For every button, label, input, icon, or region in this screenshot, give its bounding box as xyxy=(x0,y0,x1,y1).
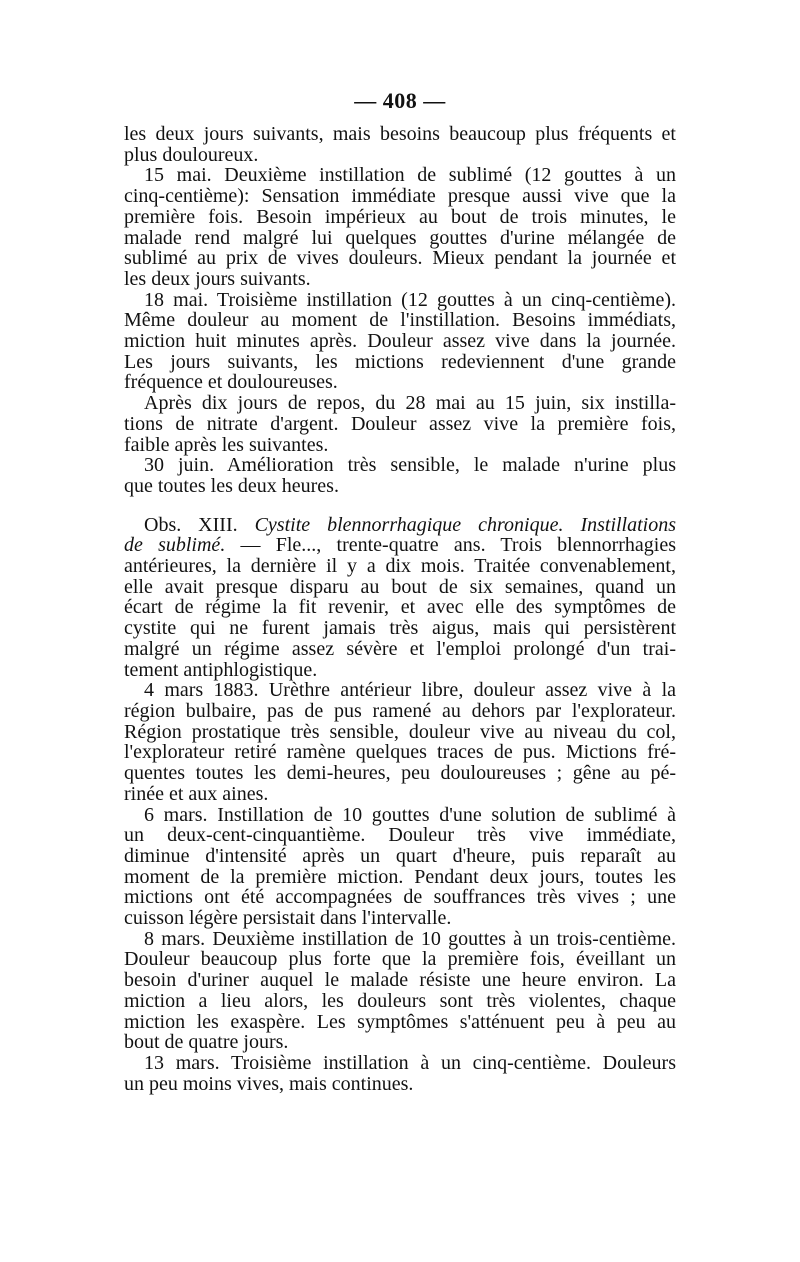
text-line: fréquence et douloureuses. xyxy=(124,371,338,394)
text-line: miction huit minutes après. Douleur assez vive dans la journée. xyxy=(124,330,676,353)
text-line: cuisson légère persistait dans l'intervalle. xyxy=(124,907,452,930)
text-line: cinq-centième): Sensation immédiate presque aussi vive que la xyxy=(124,185,676,208)
text-line: un peu moins vives, mais continues. xyxy=(124,1072,414,1095)
text-line: 4 mars 1883. Urèthre antérieur libre, douleur assez vive à la xyxy=(144,679,676,702)
text-line: miction les exaspère. Les symptômes s'atténuent peu à peu au xyxy=(124,1010,676,1033)
text-line: 18 mai. Troisième instillation (12 gouttes à un cinq-centième). xyxy=(144,288,676,311)
text-line: Même douleur au moment de l'instillation. Besoins immédiats, xyxy=(124,309,676,332)
text-line: un deux-cent-cinquantième. Douleur très vive immédiate, xyxy=(124,824,676,847)
text-line: malade rend malgré lui quelques gouttes d'urine mélangée de xyxy=(124,226,676,249)
observation-title-end: de sublimé. xyxy=(124,534,226,557)
paragraph xyxy=(124,455,676,496)
text-line: écart de régime la fit revenir, et avec elle des symptômes de xyxy=(124,596,676,619)
text-line: Région prostatique très sensible, douleur vive au niveau du col, xyxy=(124,720,676,743)
text-line: quentes toutes les demi-heures, peu douloureuses ; gêne au pé- xyxy=(124,762,676,785)
text-line: malgré un régime assez sévère et l'emploi prolongé d'un trai- xyxy=(124,637,676,660)
text-line: les deux jours suivants. xyxy=(124,267,311,290)
text-line: Douleur beaucoup plus forte que la première fois, éveillant un xyxy=(124,948,676,971)
paragraph xyxy=(124,805,676,929)
text-line: 8 mars. Deuxième instillation de 10 gouttes à un trois-centième. xyxy=(144,927,676,950)
text-line: les deux jours suivants, mais besoins beaucoup plus fréquents et xyxy=(124,123,676,145)
observation-heading-line xyxy=(124,535,676,556)
observation-label: Obs. XIII. xyxy=(144,513,238,536)
text-line: 6 mars. Instillation de 10 gouttes d'une solution de sublimé à xyxy=(144,803,676,826)
text-line: cystite qui ne furent jamais très aigus, mais qui persistèrent xyxy=(124,617,676,640)
text-line: antérieures, la dernière il y a dix mois. Traitée convenablement, xyxy=(124,555,676,578)
text-line: miction a lieu alors, les douleurs sont très violentes, chaque xyxy=(124,989,676,1012)
paragraph xyxy=(124,290,676,394)
paragraph xyxy=(124,680,676,804)
text-line: elle avait presque disparu au bout de six semaines, quand un xyxy=(124,575,676,598)
observation-patient: — Fle..., trente-quatre ans. Trois blennorrhagies xyxy=(240,534,676,557)
observation-block xyxy=(124,515,676,681)
page-number: — 408 — xyxy=(354,88,446,113)
text-line: Les jours suivants, les mictions redeviennent d'une grande xyxy=(124,350,676,373)
text-line: région bulbaire, pas de pus ramené au dehors par l'explorateur. xyxy=(124,699,676,722)
text-line: tement antiphlogistique. xyxy=(124,658,318,681)
text-line: l'explorateur retiré ramène quelques traces de pus. Mictions fré- xyxy=(124,741,676,764)
observation-title: Cystite blennorrhagique chronique. Instillations xyxy=(254,513,677,536)
text-line: mictions ont été accompagnées de souffrances très vives ; une xyxy=(124,886,676,909)
observation-heading-line xyxy=(124,515,676,536)
text-line: tions de nitrate d'argent. Douleur assez vive la première fois, xyxy=(124,412,676,435)
text-line: que toutes les deux heures. xyxy=(124,474,339,497)
paragraph xyxy=(124,165,676,289)
text-line: plus douloureux. xyxy=(124,143,259,166)
text-line: diminue d'intensité après un quart d'heure, puis reparaît au xyxy=(124,844,676,867)
text-line: 15 mai. Deuxième instillation de sublimé (12 gouttes à un xyxy=(144,164,676,187)
text-line: moment de la première miction. Pendant deux jours, toutes les xyxy=(124,865,676,888)
text-line: 13 mars. Troisième instillation à un cinq-centième. Douleurs xyxy=(144,1051,676,1074)
body-text xyxy=(124,124,676,1094)
text-line: sublimé au prix de vives douleurs. Mieux pendant la journée et xyxy=(124,247,676,270)
text-line: 30 juin. Amélioration très sensible, le malade n'urine plus xyxy=(144,454,676,477)
paragraph xyxy=(124,393,676,455)
text-line: première fois. Besoin impérieux au bout de trois minutes, le xyxy=(124,205,676,228)
text-line: bout de quatre jours. xyxy=(124,1031,289,1054)
text-line: faible après les suivantes. xyxy=(124,433,329,456)
text-line: rinée et aux aines. xyxy=(124,782,269,805)
text-line: besoin d'uriner auquel le malade résiste une heure environ. La xyxy=(124,969,676,992)
paragraph xyxy=(124,1053,676,1094)
text-line: Après dix jours de repos, du 28 mai au 15 juin, six instilla- xyxy=(144,392,676,415)
paragraph xyxy=(124,929,676,1053)
paragraph xyxy=(124,124,676,165)
